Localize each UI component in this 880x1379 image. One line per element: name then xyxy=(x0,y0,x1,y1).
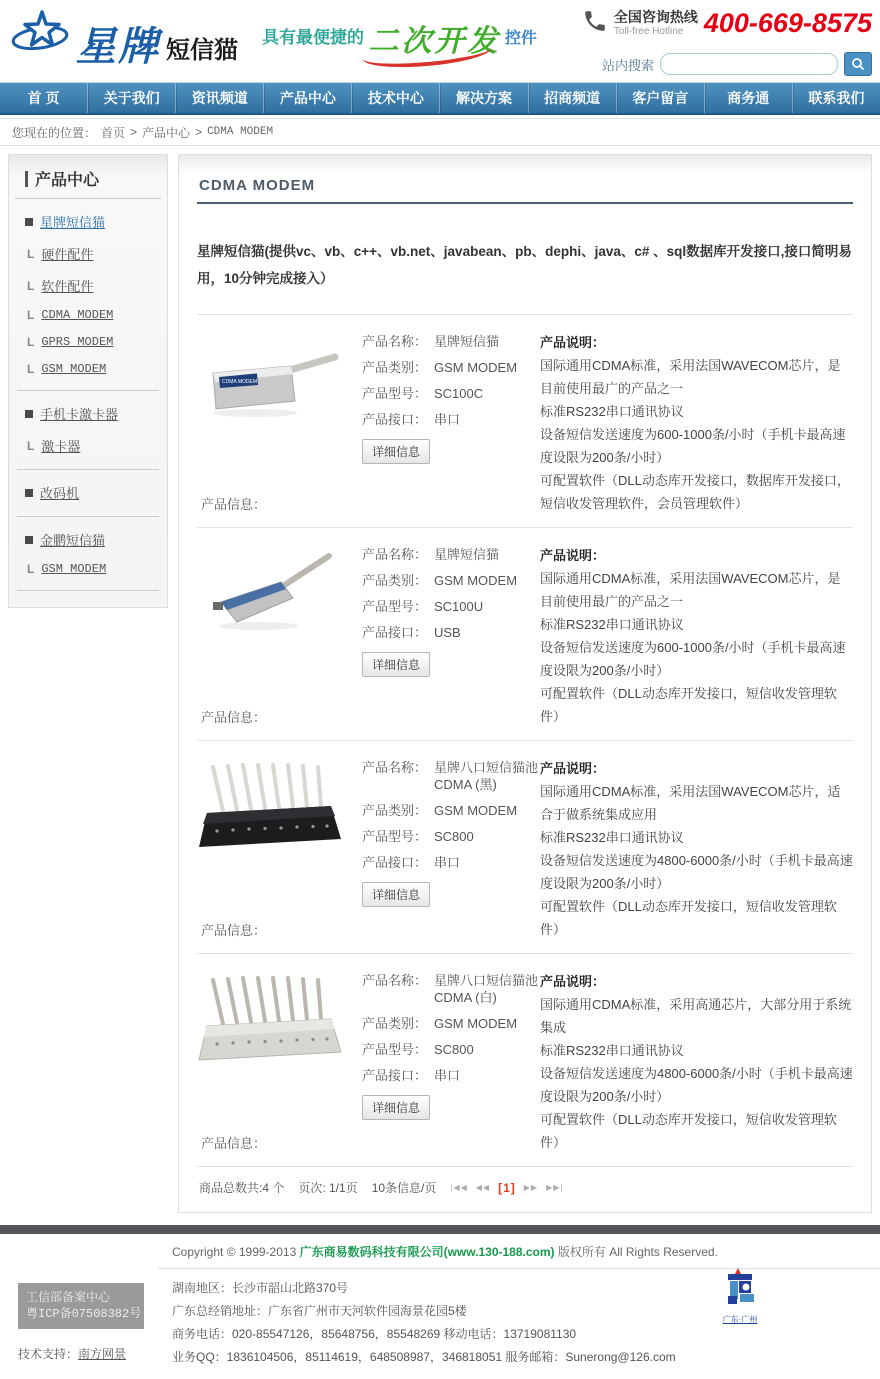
detail-info-button[interactable]: 详细信息 xyxy=(362,652,430,677)
field-name-label: 产品名称： xyxy=(362,334,428,349)
tagline xyxy=(262,16,537,60)
field-interface-label: 产品接口： xyxy=(362,1068,428,1083)
sidebar-item-cdma-modem[interactable]: L CDMA MODEM xyxy=(27,308,114,322)
detail-info-button[interactable]: 详细信息 xyxy=(362,882,430,907)
product-info-label: 产品信息： xyxy=(201,710,267,725)
product-image-sc800-white[interactable] xyxy=(197,968,347,1068)
nav-item-home[interactable]: 首 页 xyxy=(0,83,88,113)
product-interface-value: 串口 xyxy=(434,412,461,427)
product-row xyxy=(197,954,853,1167)
sidebar-item-gsm-modem-2[interactable]: L GSM MODEM xyxy=(27,562,107,576)
desc-line: 设备短信发送速度为600-1000条/小时（手机卡最高速度设限为200条/小时） xyxy=(540,427,846,465)
product-description xyxy=(540,968,853,1154)
tagline-suffix: 控件 xyxy=(504,30,537,47)
field-name-label: 产品名称： xyxy=(362,547,428,562)
content-area xyxy=(0,146,880,1221)
tagline-highlight: 二次开发 xyxy=(368,16,500,60)
sidebar-divider xyxy=(17,516,159,517)
brand-suffix: 短信猫 xyxy=(166,35,238,64)
product-image-sc800-black[interactable] xyxy=(197,755,347,855)
phone-icon xyxy=(582,8,608,39)
detail-info-button[interactable]: 详细信息 xyxy=(362,439,430,464)
footer-divider-strip xyxy=(0,1225,880,1234)
breadcrumb-current: CDMA MODEM xyxy=(207,126,274,138)
footer-address-block xyxy=(158,1269,676,1369)
copyright-suffix: 版权所有 All Rights Reserved. xyxy=(554,1245,718,1259)
product-interface-value: 串口 xyxy=(434,1068,461,1083)
product-description xyxy=(540,329,853,515)
field-category-label: 产品类别： xyxy=(362,573,428,588)
icp-center-label: 工信部备案中心 xyxy=(26,1290,111,1304)
seal-caption: 广东·广州 xyxy=(722,1315,758,1324)
pagination-last-button[interactable]: ▶▶| xyxy=(546,1183,564,1192)
bullet-l-icon: L xyxy=(27,335,35,349)
site-logo[interactable] xyxy=(10,8,238,70)
sidebar-title: 产品中心 xyxy=(15,155,161,199)
breadcrumb-separator: > xyxy=(195,125,203,139)
search-icon xyxy=(851,57,865,71)
pagination-page: 页次: 1/1页 xyxy=(298,1181,358,1195)
product-category-value: GSM MODEM xyxy=(434,803,518,818)
field-name-label: 产品名称： xyxy=(362,973,428,988)
desc-title: 产品说明： xyxy=(540,974,606,989)
svg-text:CDMA MODEM: CDMA MODEM xyxy=(222,379,257,385)
sidebar-divider xyxy=(17,590,159,591)
pagination-per-page: 10条信息/页 xyxy=(371,1181,437,1195)
product-row xyxy=(197,314,853,528)
nav-item-swt[interactable]: 商务通 xyxy=(705,83,793,113)
desc-line: 标准RS232串口通讯协议 xyxy=(540,404,684,419)
tagline-prefix: 具有最便捷的 xyxy=(262,28,364,47)
product-description xyxy=(540,542,853,728)
product-model-value: SC100U xyxy=(434,599,484,614)
sidebar-item-gprs-modem[interactable]: L GPRS MODEM xyxy=(27,335,114,349)
address-line: 业务QQ：1836104506，85114619，648508987，346818051 服务邮箱：Sunerong@126.com xyxy=(172,1350,676,1364)
nav-item-business[interactable]: 招商频道 xyxy=(529,83,617,113)
product-name-value: 星牌短信猫 xyxy=(434,547,500,562)
sidebar-item-software[interactable]: L 软件配件 xyxy=(27,278,94,294)
product-row xyxy=(197,741,853,954)
nav-item-news[interactable]: 资讯频道 xyxy=(176,83,264,113)
bullet-l-icon: L xyxy=(27,246,35,261)
nav-item-about[interactable]: 关于我们 xyxy=(88,83,176,113)
page-title: CDMA MODEM xyxy=(197,155,853,204)
field-model-label: 产品型号： xyxy=(362,829,428,844)
sidebar-divider xyxy=(17,390,159,391)
bullet-l-icon: L xyxy=(27,278,35,293)
sidebar-item-jinpeng-modem[interactable]: 金鹏短信猫 xyxy=(25,530,157,549)
sidebar-item-xingpai-modem[interactable]: 星牌短信猫 xyxy=(25,212,157,231)
bullet-square-icon xyxy=(25,410,33,418)
sidebar-item-code-changer[interactable]: 改码机 xyxy=(25,483,157,502)
city-seal[interactable] xyxy=(712,1266,768,1325)
bullet-square-icon xyxy=(25,489,33,497)
bullet-l-icon: L xyxy=(27,362,35,376)
product-interface-value: USB xyxy=(434,625,461,640)
field-interface-label: 产品接口： xyxy=(362,855,428,870)
desc-line: 可配置软件（DLL动态库开发接口，短信收发管理软件） xyxy=(540,1112,837,1150)
field-interface-label: 产品接口： xyxy=(362,412,428,427)
detail-info-button[interactable]: 详细信息 xyxy=(362,1095,430,1120)
bullet-l-icon: L xyxy=(27,308,35,322)
bullet-l-icon: L xyxy=(27,562,35,576)
site-search xyxy=(602,52,872,76)
main-nav xyxy=(0,82,880,115)
page-footer xyxy=(0,1234,880,1379)
product-image-sc100c[interactable] xyxy=(197,329,347,429)
title-bar-decoration xyxy=(25,171,28,187)
pagination-next-button[interactable]: ▶▶ xyxy=(523,1183,539,1192)
field-category-label: 产品类别： xyxy=(362,1016,428,1031)
icp-badge[interactable] xyxy=(18,1283,144,1329)
product-category-value: GSM MODEM xyxy=(434,360,518,375)
product-info-label: 产品信息： xyxy=(201,923,267,938)
desc-line: 国际通用CDMA标准，采用高通芯片，大部分用于系统集成 xyxy=(540,997,852,1035)
nav-item-message[interactable]: 客户留言 xyxy=(617,83,705,113)
tech-support-line xyxy=(18,1345,158,1362)
nav-item-tech[interactable]: 技术中心 xyxy=(352,83,440,113)
pagination xyxy=(197,1167,853,1206)
page-header xyxy=(0,0,880,82)
sidebar-product-center xyxy=(8,154,168,608)
desc-line: 标准RS232串口通讯协议 xyxy=(540,1043,684,1058)
product-model-value: SC800 xyxy=(434,1042,474,1057)
hotline-sublabel: Toll-free Hotline xyxy=(613,25,684,37)
product-info-label: 产品信息： xyxy=(201,497,267,512)
desc-line: 国际通用CDMA标准，采用法国WAVECOM芯片，是目前使用最广的产品之一 xyxy=(540,358,841,396)
product-model-value: SC100C xyxy=(434,386,484,401)
bullet-square-icon xyxy=(25,218,33,226)
support-link[interactable]: 南方网景 xyxy=(78,1347,127,1361)
desc-title: 产品说明： xyxy=(540,548,606,563)
desc-line: 国际通用CDMA标准，采用法国WAVECOM芯片，适合于做系统集成应用 xyxy=(540,784,841,822)
field-model-label: 产品型号： xyxy=(362,386,428,401)
sidebar-divider xyxy=(17,469,159,470)
product-name-value: 星牌短信猫 xyxy=(434,334,500,349)
sidebar-item-sim-activator[interactable]: 手机卡激卡器 xyxy=(25,404,157,423)
product-image-sc100u[interactable] xyxy=(197,542,347,642)
desc-line: 设备短信发送速度为600-1000条/小时（手机卡最高速度设限为200条/小时） xyxy=(540,640,846,678)
pagination-total: 商品总数共:4 个 xyxy=(199,1181,285,1195)
sidebar-item-gsm-modem[interactable]: L GSM MODEM xyxy=(27,362,107,376)
search-label: 站内搜索 xyxy=(601,57,654,73)
copyright-line xyxy=(158,1234,880,1269)
product-category-value: GSM MODEM xyxy=(434,573,518,588)
guangzhou-seal-icon xyxy=(720,1266,760,1308)
address-line: 广东总经销地址：广东省广州市天河软件园海景花园5楼 xyxy=(172,1304,467,1318)
product-row xyxy=(197,528,853,741)
product-description xyxy=(540,755,853,941)
desc-line: 可配置软件（DLL动态库开发接口，短信收发管理软件） xyxy=(540,686,837,724)
product-model-value: SC800 xyxy=(434,829,474,844)
field-model-label: 产品型号： xyxy=(362,599,428,614)
sidebar-item-hardware[interactable]: L 硬件配件 xyxy=(27,246,94,262)
product-category-value: GSM MODEM xyxy=(434,1016,518,1031)
hotline-number: 400-669-8575 xyxy=(703,8,872,38)
desc-line: 国际通用CDMA标准，采用法国WAVECOM芯片，是目前使用最广的产品之一 xyxy=(540,571,841,609)
product-info-label: 产品信息： xyxy=(201,1136,267,1151)
copyright-prefix: Copyright © 1999-2013 xyxy=(172,1245,300,1259)
hotline-label: 全国咨询热线 xyxy=(613,9,698,26)
support-label: 技术支持： xyxy=(18,1347,79,1361)
intro-text: 星牌短信猫(提供vc、vb、c++、vb.net、javabean、pb、dephi、java、c# 、sql数据库开发接口,接口简明易用，10分钟完成接入） xyxy=(197,244,852,286)
breadcrumb xyxy=(0,118,880,146)
desc-line: 可配置软件（DLL动态库开发接口，短信收发管理软件） xyxy=(540,899,837,937)
main-content xyxy=(178,154,872,1213)
field-name-label: 产品名称： xyxy=(362,760,428,775)
desc-line: 设备短信发送速度为4800-6000条/小时（手机卡最高速度设限为200条/小时） xyxy=(540,853,853,891)
brand-name: 星牌 xyxy=(76,23,160,70)
nav-item-solutions[interactable]: 解决方案 xyxy=(440,83,528,113)
desc-line: 可配置软件（DLL动态库开发接口，数据库开发接口，短信收发管理软件，会员管理软件） xyxy=(540,473,850,511)
address-line: 湖南地区：长沙市韶山北路370号 xyxy=(172,1281,349,1295)
search-button[interactable] xyxy=(844,52,872,76)
breadcrumb-separator: > xyxy=(130,125,138,139)
breadcrumb-prefix: 您现在的位置： xyxy=(12,125,97,140)
pagination-current-page: [1] xyxy=(498,1180,516,1195)
field-category-label: 产品类别： xyxy=(362,360,428,375)
hotline-block xyxy=(582,8,872,39)
nav-item-products[interactable]: 产品中心 xyxy=(264,83,352,113)
sidebar-item-activator[interactable]: L 激卡器 xyxy=(27,438,81,454)
pagination-first-button[interactable]: |◀◀ xyxy=(450,1183,468,1192)
product-interface-value: 串口 xyxy=(434,855,461,870)
search-input[interactable] xyxy=(660,53,838,75)
desc-line: 标准RS232串口通讯协议 xyxy=(540,830,684,845)
field-model-label: 产品型号： xyxy=(362,1042,428,1057)
field-category-label: 产品类别： xyxy=(362,803,428,818)
desc-line: 设备短信发送速度为4800-6000条/小时（手机卡最高速度设限为200条/小时） xyxy=(540,1066,853,1104)
bullet-square-icon xyxy=(25,536,33,544)
address-line: 商务电话：020-85547126，85648756，85548269 移动电话：13719081130 xyxy=(172,1327,577,1341)
product-name-value: 星牌八口短信猫池CDMA (黑) xyxy=(434,760,539,792)
star-logo-icon xyxy=(10,8,74,67)
field-interface-label: 产品接口： xyxy=(362,625,428,640)
nav-item-contact[interactable]: 联系我们 xyxy=(808,90,865,106)
icp-number: 粤ICP备07508382号 xyxy=(26,1307,142,1321)
breadcrumb-section-link[interactable]: 产品中心 xyxy=(142,125,191,140)
bullet-l-icon: L xyxy=(27,438,35,453)
desc-line: 标准RS232串口通讯协议 xyxy=(540,617,684,632)
company-name: 广东商易数码科技有限公司(www.130-188.com) xyxy=(299,1245,555,1259)
pagination-prev-button[interactable]: ◀◀ xyxy=(475,1183,491,1192)
product-name-value: 星牌八口短信猫池CDMA (白) xyxy=(434,973,539,1005)
desc-title: 产品说明： xyxy=(540,335,606,350)
desc-title: 产品说明： xyxy=(540,761,606,776)
breadcrumb-home-link[interactable]: 首页 xyxy=(101,125,126,140)
